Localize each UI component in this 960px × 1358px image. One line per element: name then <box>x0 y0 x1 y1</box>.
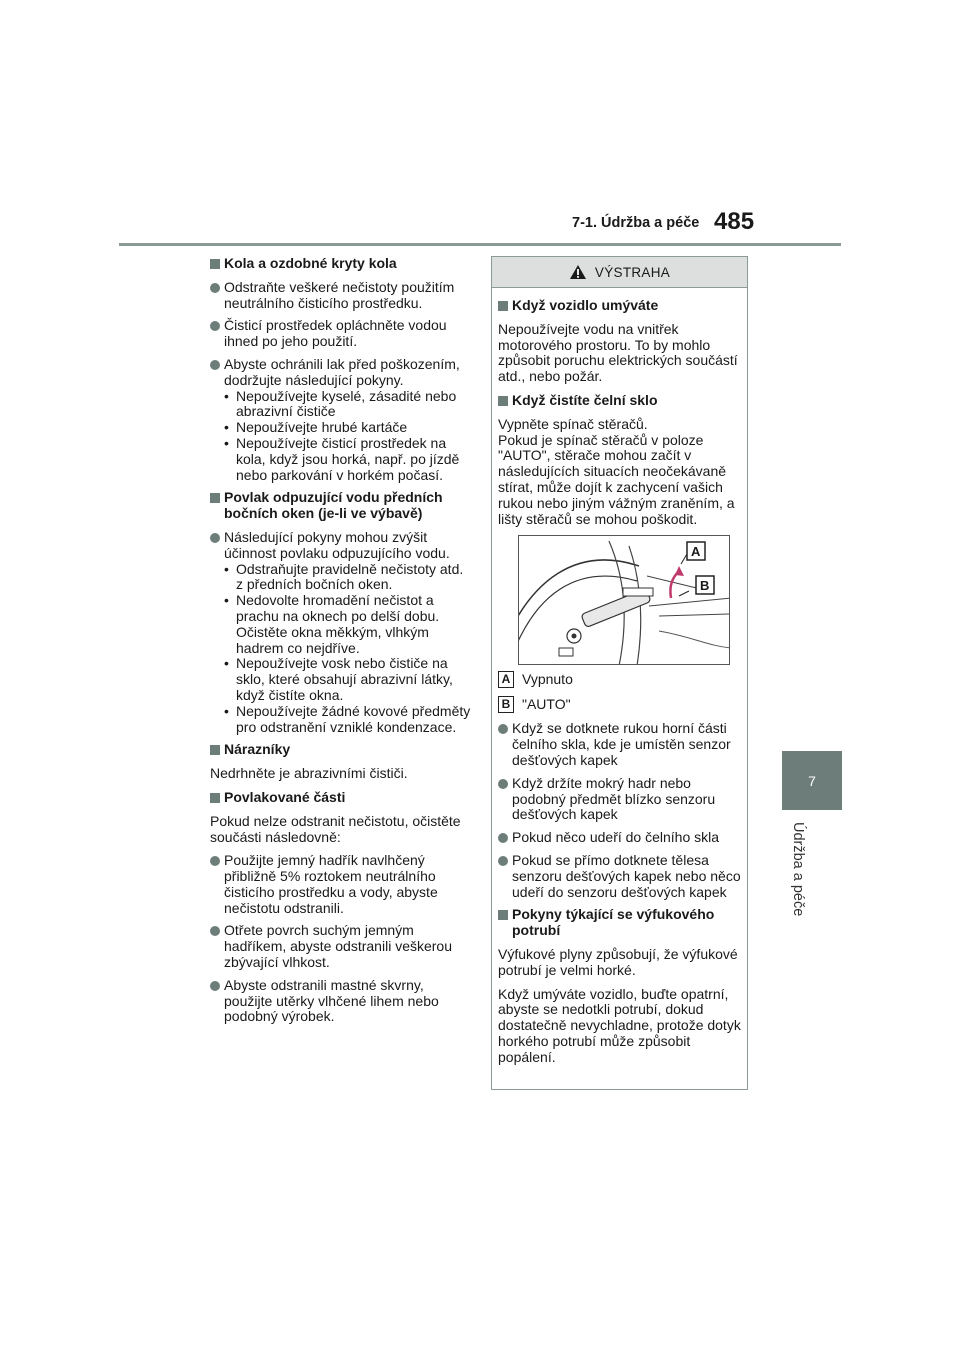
paragraph: Pokud nelze odstranit nečistotu, očistěte součásti následovně: <box>210 812 461 845</box>
warning-header <box>492 257 747 288</box>
chapter-label: Údržba a péče <box>790 822 806 917</box>
warning-box <box>491 256 748 1090</box>
round-bullet-icon <box>498 856 508 866</box>
chapter-tab[interactable] <box>782 751 842 810</box>
left-column <box>210 256 472 1032</box>
round-bullet-icon <box>210 321 220 331</box>
figure-label-b: B <box>700 578 710 594</box>
round-bullet-icon <box>210 283 220 293</box>
square-bullet-icon <box>210 745 220 755</box>
list-item: Abyste ochránili lak před poškozením, dodržujte následující pokyny. • Nepoužívejte kyselé, zásadité nebo abrazivní čističe • Nepoužívejte hrubé kartáče • Nepoužívejte čisticí prostředek na kola, když jsou horká, např. po jízdě nebo parkování v horkém počasí. <box>210 357 472 483</box>
chapter-number: 7 <box>808 772 816 789</box>
legend-row <box>498 696 743 713</box>
square-bullet-icon <box>498 910 508 920</box>
round-bullet-icon <box>210 360 220 370</box>
wiper-switch-illustration <box>518 535 730 665</box>
square-bullet-icon <box>498 396 508 406</box>
paragraph: Nedrhněte je abrazivními čističi. <box>210 765 408 782</box>
section-heading: Povlak odpuzující vodu předních bočních oken (je-li ve výbavě) <box>210 490 472 522</box>
list-item: Odstraňte veškeré nečistoty použitím neutrálního čisticího prostředku. <box>210 280 472 312</box>
section-heading: Povlakované části <box>210 790 472 806</box>
sub-item: • Nepoužívejte kyselé, zásadité nebo abrazivní čističe <box>224 387 457 420</box>
paragraph: Nepoužívejte vodu na vnitřek motorového prostoru. To by mohlo způsobit poruchu elektrických součástí atd., nebo požár. <box>498 320 738 385</box>
legend-row <box>498 671 743 688</box>
list-item: Když se dotknete rukou horní části čelního skla, kde je umístěn senzor dešťových kapek <box>498 721 743 768</box>
list-item: Abyste odstranili mastné skvrny, použijte utěrky vlhčené lihem nebo podobný výrobek. <box>210 978 472 1025</box>
paragraph: Vypněte spínač stěračů. <box>498 415 648 432</box>
legend-text-a: Vypnuto <box>522 670 573 687</box>
round-bullet-icon <box>210 533 220 543</box>
legend-text-b: "AUTO" <box>522 695 571 712</box>
round-bullet-icon <box>210 856 220 866</box>
list-item: Pokud se přímo dotknete tělesa senzoru dešťových kapek nebo něco udeří do senzoru dešťových kapek <box>498 853 743 900</box>
section-heading: Pokyny týkající se výfukového potrubí <box>498 907 743 939</box>
figure-label-a: A <box>691 544 701 560</box>
section-heading: Nárazníky <box>210 742 472 758</box>
list-item: Otřete povrch suchým jemným hadříkem, abyste odstranili veškerou zbývající vlhkost. <box>210 923 472 970</box>
square-bullet-icon <box>210 493 220 503</box>
square-bullet-icon <box>210 793 220 803</box>
legend-tag-b: B <box>498 696 514 713</box>
section-heading: Když vozidlo umýváte <box>498 298 743 314</box>
sub-item: • Nedovolte hromadění nečistot a prachu na oknech po delší dobu. Očistěte okna měkkým, vlhkým hadrem co nejdříve. <box>224 592 440 656</box>
header-rule <box>119 243 841 246</box>
sub-item: • Nepoužívejte čisticí prostředek na kola, když jsou horká, např. po jízdě nebo parkování v horkém počasí. <box>224 434 460 483</box>
round-bullet-icon <box>498 724 508 734</box>
round-bullet-icon <box>498 833 508 843</box>
round-bullet-icon <box>210 926 220 936</box>
square-bullet-icon <box>498 301 508 311</box>
paragraph: Pokud je spínač stěračů v poloze "AUTO", stěrače mohou začít v následujících situacích neočekávaně stírat, může dojít k zachycení vašich rukou nebo jiným vážným zraněním, a lišty stěračů se mohou poškodit. <box>498 431 735 527</box>
sub-item: • Odstraňujte pravidelně nečistoty atd. z předních bočních oken. <box>224 560 464 593</box>
round-bullet-icon <box>498 779 508 789</box>
page-number: 485 <box>714 208 755 235</box>
section-title: 7-1. Údržba a péče <box>572 215 700 231</box>
list-item: Pokud něco udeří do čelního skla <box>498 830 743 846</box>
sub-item: • Nepoužívejte žádné kovové předměty pro odstranění vzniklé kondenzace. <box>224 702 471 735</box>
paragraph: Výfukové plyny způsobují, že výfukové potrubí je velmi horké. <box>498 945 738 978</box>
square-bullet-icon <box>210 259 220 269</box>
list-item: Použijte jemný hadřík navlhčený přibližně 5% roztokem neutrálního čisticího prostředku a vody, abyste nečistotu odstranili. <box>210 853 472 916</box>
section-heading: Když čistíte čelní sklo <box>498 393 743 409</box>
list-item: Následující pokyny mohou zvýšit účinnost povlaku odpuzujícího vodu. • Odstraňujte pravidelně nečistoty atd. z předních bočních oken. • Nedovolte hromadění nečistot a prachu na oknech po delší dobu. Očistěte okna měkkým, vlhkým hadrem co nejdříve. • Nepoužívejte vosk nebo čističe na sklo, které obsahují abrazivní látky, když čistíte okna. • Nepoužívejte žádné kovové předměty pro odstranění vzniklé kondenzace. <box>210 530 472 735</box>
sub-item: • Nepoužívejte hrubé kartáče <box>224 419 408 436</box>
round-bullet-icon <box>210 981 220 991</box>
list-item: Když držíte mokrý hadr nebo podobný předmět blízko senzoru dešťových kapek <box>498 776 743 823</box>
legend-tag-a: A <box>498 671 514 688</box>
warning-triangle-icon <box>569 264 587 280</box>
warning-title: VÝSTRAHA <box>594 264 671 280</box>
paragraph: Když umýváte vozidlo, buďte opatrní, abyste se nedotkli potrubí, dokud dostatečně nevychladne, protože dotyk horkého potrubí může způsobit popálení. <box>498 985 741 1065</box>
section-heading: Kola a ozdobné kryty kola <box>210 256 472 272</box>
sub-item: • Nepoužívejte vosk nebo čističe na sklo, které obsahují abrazivní látky, když čistíte okna. <box>224 655 453 703</box>
list-item: Čisticí prostředek opláchněte vodou ihned po jeho použití. <box>210 318 472 350</box>
